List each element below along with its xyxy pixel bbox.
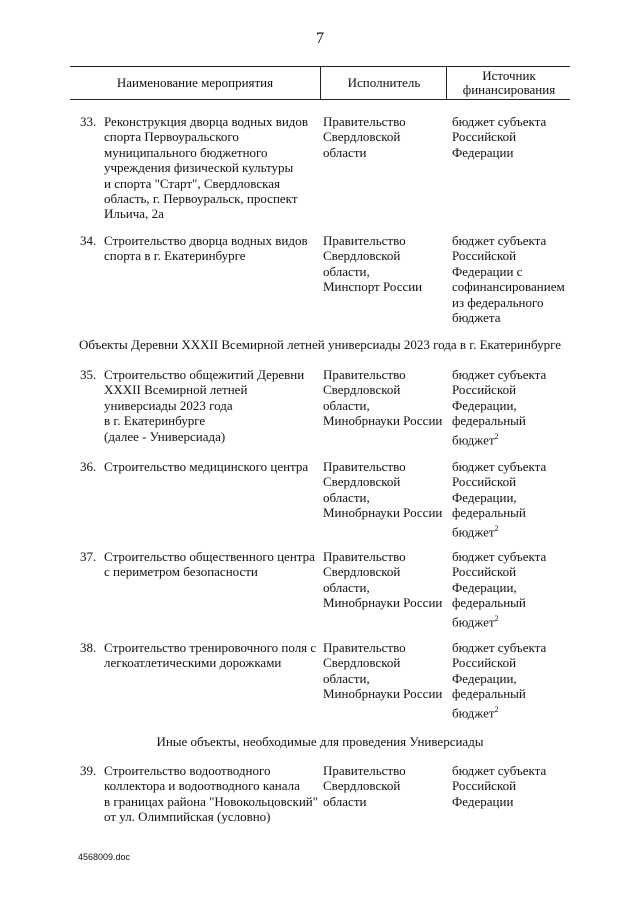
- row-source-line: бюджет субъекта: [452, 640, 547, 655]
- row-name-line: в границах района "Новокольцовский": [104, 793, 319, 809]
- row-source-line: Федерации: [452, 144, 514, 160]
- row-source-line: Российской: [452, 655, 517, 671]
- row-name-line: Строительство дворца водных видов: [104, 233, 308, 248]
- row-name-line: с периметром безопасности: [104, 564, 258, 580]
- header-source-line: Источник: [482, 68, 536, 83]
- row-source: [452, 233, 570, 325]
- row-number: 35.: [80, 367, 97, 382]
- row-name: [104, 114, 320, 222]
- row-executor-line: Правительство: [323, 459, 406, 474]
- row-name: [104, 640, 320, 671]
- row-name: [104, 549, 320, 580]
- row-executor-line: области,: [323, 397, 370, 413]
- row-source-line: бюджет субъекта: [452, 233, 547, 248]
- row-source-line: Российской: [452, 382, 517, 398]
- row-source: [452, 459, 570, 539]
- row-executor-line: области,: [323, 489, 370, 505]
- row-executor: [323, 549, 448, 611]
- footnote-mark: 2: [494, 523, 499, 533]
- row-name-line: Строительство общежитий Деревни: [104, 367, 305, 382]
- row-executor-line: Свердловской: [323, 248, 401, 264]
- row-executor-line: Правительство: [323, 763, 406, 778]
- row-source-line: [452, 611, 570, 630]
- row-source-line: бюджет субъекта: [452, 459, 547, 474]
- row-executor-line: Свердловской: [323, 564, 401, 580]
- row-name-line: легкоатлетическими дорожками: [104, 655, 282, 671]
- row-name-line: (далее - Универсиада): [104, 428, 226, 444]
- row-executor-line: Минобрнауки России: [323, 413, 443, 429]
- row-executor: [323, 640, 448, 702]
- row-name: [104, 459, 320, 474]
- row-executor-line: Минспорт России: [323, 279, 423, 295]
- row-source-text: бюджет: [452, 704, 495, 720]
- row-name-line: муниципального бюджетного: [104, 144, 268, 160]
- row-executor-line: Свердловской: [323, 474, 401, 490]
- row-name: [104, 233, 320, 264]
- row-name-line: Строительство общественного центра: [104, 549, 315, 564]
- row-executor-line: Минобрнауки России: [323, 505, 443, 521]
- row-source-line: [452, 702, 570, 721]
- row-source-line: Российской: [452, 778, 517, 794]
- row-name-line: от ул. Олимпийская (условно): [104, 809, 271, 825]
- row-name: [104, 763, 320, 825]
- row-source-line: Российской: [452, 564, 517, 580]
- footer-filename: 4568009.doc: [78, 852, 131, 862]
- row-source: [452, 640, 570, 720]
- header-name: Наименование мероприятия: [116, 75, 274, 90]
- row-source-line: Российской: [452, 474, 517, 490]
- row-source-line: [452, 521, 570, 540]
- row-name-line: область, г. Первоуральск, проспект: [104, 191, 298, 207]
- row-source-line: федеральный: [452, 505, 526, 521]
- row-source-line: федеральный: [452, 413, 526, 429]
- row-executor-line: Правительство: [323, 233, 406, 248]
- row-executor-line: области,: [323, 579, 370, 595]
- row-source-text: бюджет: [452, 431, 495, 447]
- row-source-line: бюджет субъекта: [452, 549, 547, 564]
- row-source: [452, 763, 570, 809]
- row-executor: [323, 763, 448, 809]
- row-source: [452, 367, 570, 447]
- row-executor: [323, 367, 448, 429]
- row-source: [452, 114, 570, 160]
- row-executor-line: области,: [323, 263, 370, 279]
- row-executor-line: Минобрнауки России: [323, 686, 443, 702]
- row-source-text: бюджет: [452, 613, 495, 629]
- row-source-line: софинансированием: [452, 279, 565, 295]
- row-number: 39.: [80, 763, 97, 778]
- footnote-mark: 2: [494, 704, 499, 714]
- row-name-line: спорта в г. Екатеринбурге: [104, 248, 246, 264]
- row-source-line: Федерации с: [452, 263, 523, 279]
- row-name-line: коллектора и водоотводного канала: [104, 778, 300, 794]
- row-name-line: Ильича, 2а: [104, 206, 164, 222]
- row-executor-line: Свердловской: [323, 655, 401, 671]
- row-executor-line: Правительство: [323, 367, 406, 382]
- row-executor-line: области: [323, 793, 367, 809]
- row-name-line: Строительство медицинского центра: [104, 459, 309, 474]
- row-source-line: федеральный: [452, 686, 526, 702]
- table-header: [70, 66, 570, 100]
- footnote-mark: 2: [494, 431, 499, 441]
- row-name-line: Реконструкция дворца водных видов: [104, 114, 309, 129]
- row-name-line: учреждения физической культуры: [104, 160, 294, 176]
- row-source-line: федеральный: [452, 595, 526, 611]
- section-heading: Иные объекты, необходимые для проведения Универсиады: [156, 734, 484, 749]
- row-source-text: бюджет: [452, 523, 495, 539]
- row-source-line: Федерации,: [452, 397, 517, 413]
- row-executor-line: области,: [323, 670, 370, 686]
- row-name-line: Строительство водоотводного: [104, 763, 271, 778]
- row-source-line: Федерации: [452, 793, 514, 809]
- header-executor: Исполнитель: [320, 67, 447, 99]
- row-source-line: бюджет субъекта: [452, 763, 547, 778]
- row-source-line: бюджета: [452, 310, 501, 326]
- row-number: 38.: [80, 640, 97, 655]
- row-executor-line: Свердловской: [323, 382, 401, 398]
- row-number: 36.: [80, 459, 97, 474]
- row-executor: [323, 114, 448, 160]
- row-executor-line: Свердловской: [323, 778, 401, 794]
- row-source-line: из федерального: [452, 294, 544, 310]
- row-executor-line: Правительство: [323, 114, 406, 129]
- row-name-line: спорта Первоуральского: [104, 129, 239, 145]
- row-source-line: [452, 429, 570, 448]
- row-source-line: Федерации,: [452, 670, 517, 686]
- row-number: 33.: [80, 114, 97, 129]
- section-heading: Объекты Деревни XXXII Всемирной летней универсиады 2023 года в г. Екатеринбурге: [78, 337, 562, 352]
- row-source-line: бюджет субъекта: [452, 114, 547, 129]
- row-number: 34.: [80, 233, 97, 248]
- row-executor: [323, 233, 448, 295]
- row-number: 37.: [80, 549, 97, 564]
- row-name-line: универсиады 2023 года: [104, 397, 233, 413]
- row-source-line: Российской: [452, 129, 517, 145]
- row-source-line: Российской: [452, 248, 517, 264]
- row-source-line: бюджет субъекта: [452, 367, 547, 382]
- row-executor-line: области: [323, 144, 367, 160]
- row-executor: [323, 459, 448, 521]
- row-name-line: и спорта "Старт", Свердловская: [104, 175, 280, 191]
- row-source-line: Федерации,: [452, 579, 517, 595]
- row-executor-line: Минобрнауки России: [323, 595, 443, 611]
- row-executor-line: Правительство: [323, 549, 406, 564]
- row-source: [452, 549, 570, 629]
- row-name: [104, 367, 320, 444]
- header-source-line: финансирования: [462, 82, 556, 97]
- row-executor-line: Свердловской: [323, 129, 401, 145]
- header-source: [446, 67, 571, 99]
- row-source-line: Федерации,: [452, 489, 517, 505]
- row-executor-line: Правительство: [323, 640, 406, 655]
- row-name-line: в г. Екатеринбурге: [104, 413, 206, 429]
- footnote-mark: 2: [494, 613, 499, 623]
- page-number: 7: [316, 30, 324, 47]
- row-name-line: Строительство тренировочного поля с: [104, 640, 317, 655]
- row-name-line: XXXII Всемирной летней: [104, 382, 248, 398]
